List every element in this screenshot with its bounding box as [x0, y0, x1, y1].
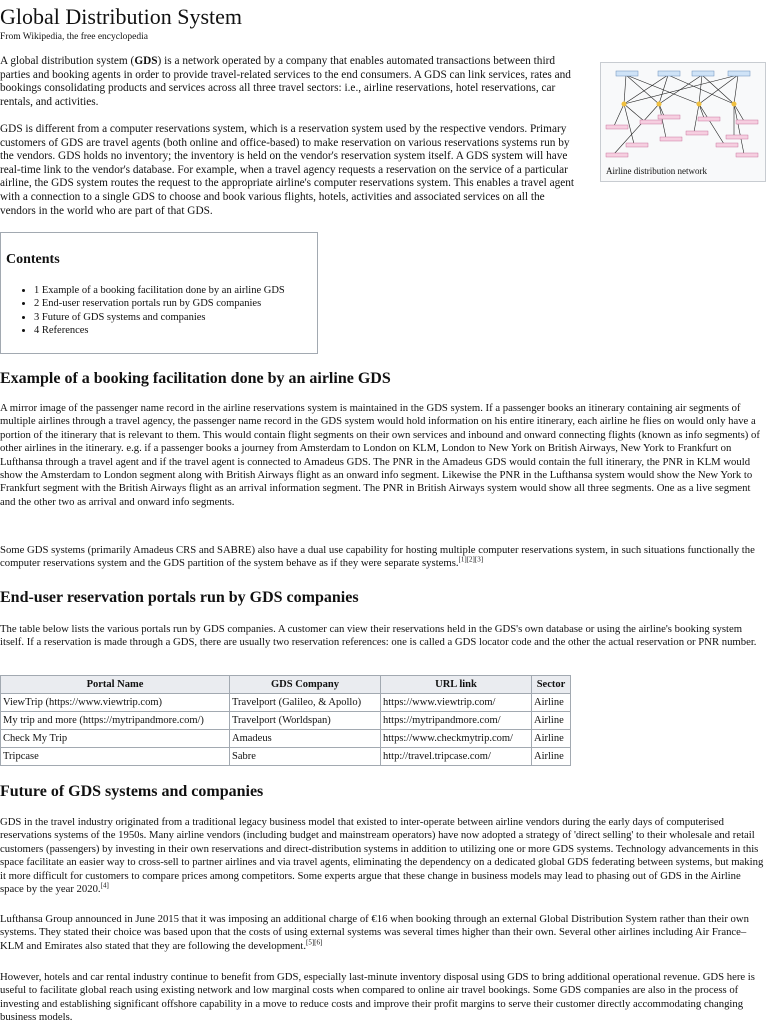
example-paragraph-2-text: Some GDS systems (primarily Amadeus CRS and SABRE) also have a dual use capability for hosting multiple computer reservations system, in such situations functionally the computer reservations system and the GDS partition of the system behave as if they were separate systems.: [0, 544, 755, 570]
table-row: [1, 694, 571, 712]
network-figure[interactable]: [600, 62, 766, 182]
portal-name-cell: Tripcase: [1, 748, 230, 766]
portal-name-cell[interactable]: ViewTrip (https://www.viewtrip.com): [1, 694, 230, 712]
citation-refs-5-6[interactable]: [5][6]: [306, 938, 323, 947]
gds-company-cell: Travelport (Worldspan): [230, 712, 381, 730]
lead-paragraph: [0, 55, 582, 109]
portals-table: [0, 675, 571, 766]
sector-cell: Airline: [532, 730, 571, 748]
col-header-sector: Sector: [532, 676, 571, 694]
toc-item-example[interactable]: • 1 Example of a booking facilitation done by an airline GDS: [34, 284, 285, 297]
table-of-contents: [0, 232, 318, 354]
lead-text-end: ) is a network operated by a company that enables automated transactions between third parties and booking agents in order to provide travel-related services to the end consumers. A GDS can link services, rates and bookings consolidating products and services across all three travel sectors: i.e., airline reservations, hotel reservations, car rentals, and activities.: [0, 55, 571, 108]
citation-ref-4[interactable]: [4]: [100, 881, 109, 890]
portal-name-cell[interactable]: My trip and more (https://mytripandmore.com/): [1, 712, 230, 730]
distribution-network-diagram: [604, 66, 762, 162]
tagline: From Wikipedia, the free encyclopedia: [0, 32, 148, 42]
url-link-cell[interactable]: https://www.viewtrip.com/: [381, 694, 532, 712]
table-row: [1, 730, 571, 748]
toc-item-future[interactable]: • 3 Future of GDS systems and companies: [34, 311, 285, 324]
future-paragraph-1-text: GDS in the travel industry originated from a traditional legacy business model that existed to inter-operate between airline vendors during the early days of computerised reservations systems of the 1950s. Many airline vendors (including budget and mainstream operators) have now adopted a strategy of 'direct selling' to their wholesale and retail customers (passengers) by investing in their own reservations and direct-distribution systems in addition to utilizing one or more GDS systems. Technology advancements in this space facilitate an easier way to cross-sell to partner airlines and via travel agents, eliminating the dependency on a dedicated global GDS federating between systems, but making it more difficult for customers to compare prices among competitors. Some experts argue that these change in business models may lead to phasing out of GDS in the Airline space by the year 2020.: [0, 816, 764, 896]
toc-item-references[interactable]: • 4 References: [34, 324, 285, 337]
col-header-portal-name: Portal Name: [1, 676, 230, 694]
sector-cell: Airline: [532, 748, 571, 766]
lead-text-start: A global distribution system (: [0, 55, 135, 67]
section-heading-example: Example of a booking facilitation done by an airline GDS: [0, 370, 391, 387]
section-heading-future: Future of GDS systems and companies: [0, 783, 264, 800]
url-link-cell[interactable]: https://mytripandmore.com/: [381, 712, 532, 730]
figure-caption: Airline distribution network: [606, 166, 707, 176]
url-link-cell[interactable]: http://travel.tripcase.com/: [381, 748, 532, 766]
gds-company-cell: Sabre: [230, 748, 381, 766]
table-header-row: [1, 676, 571, 694]
portals-paragraph: The table below lists the various portals run by GDS companies. A customer can view their reservations held in the GDS's own database or using the airline's booking system itself. If a reservation is made through a GDS, there are usually two reservation references: one is called a GDS locator code and the other the actual reservation or PNR number.: [0, 623, 757, 649]
sector-cell: Airline: [532, 712, 571, 730]
page-title: Global Distribution System: [0, 4, 242, 29]
toc-list: [20, 284, 285, 338]
toc-item-portals[interactable]: • 2 End-user reservation portals run by GDS companies: [34, 297, 285, 310]
future-paragraph-3: However, hotels and car rental industry continue to benefit from GDS, especially last-minute inventory disposal using GDS to bring additional operational revenue. GDS here is useful to facilitate global reach using existing network and low marginal costs when compared to online air travel bookings. Some GDS companies are also in the process of investing and establishing significant offshore capability in a move to reduce costs and improve their profit margins to serve their customer directly accommodating changing business models.: [0, 971, 755, 1024]
section-heading-portals: End-user reservation portals run by GDS companies: [0, 589, 359, 606]
future-paragraph-2-text: Lufthansa Group announced in June 2015 that it was imposing an additional charge of €16 when booking through an external Global Distribution System rather than their own systems. They stated their choice was based upon that the costs of using external systems was several times higher than their own. Several other airlines including Air France–KLM and Emirates also stated that they are following the development.: [0, 913, 749, 952]
table-row: [1, 712, 571, 730]
gds-company-cell: Travelport (Galileo, & Apollo): [230, 694, 381, 712]
url-link-cell[interactable]: https://www.checkmytrip.com/: [381, 730, 532, 748]
gds-company-cell: Amadeus: [230, 730, 381, 748]
col-header-url-link: URL link: [381, 676, 532, 694]
intro-paragraph-2: GDS is different from a computer reservations system, which is a reservation system used by the respective vendors. Primary customers of GDS are travel agents (both online and office-based) to make reservation on various reservations systems run by the vendors. GDS holds no inventory; the inventory is held on the vendor's reservation system itself. A GDS system will have real-time link to the vendor's database. For example, when a travel agency requests a reservation on the service of a particular airline, the GDS system routes the request to the appropriate airline's computer reservations system. This enables a travel agent with a connection to a single GDS to choose and book various flights, hotels, activities and associated services on all the vendors in the world who are part of that GDS.: [0, 123, 575, 217]
col-header-gds-company: GDS Company: [230, 676, 381, 694]
toc-title: Contents: [6, 252, 60, 267]
future-paragraph-2: [0, 913, 764, 953]
example-paragraph-1: A mirror image of the passenger name record in the airline reservations system is maintained in the GDS system. If a passenger books an itinerary containing air segments of multiple airlines through a travel agency, the passenger name record in the GDS system would hold information on his entire itinerary, each airline he flies on would only have a portion of the itinerary that is relevant to them. This would contain flight segments on their own services and inbound and onward connecting flights (known as info segments) of other airlines in the itinerary. e.g. if a passenger books a journey from Amsterdam to London on KLM, London to New York on British Airways, New York to Frankfurt on Lufthansa through a travel agent and if the travel agent is connected to Amadeus GDS. The PNR in the Amadeus GDS would contain the full itinerary, the PNR in KLM would show the Amsterdam to London segment along with British Airways flight as an onward info segment. Likewise the PNR in the Lufthansa system would show the New York to Frankfurt segment with the British Airways flight as an arrival information segment. The PNR in British Airways system would show all three segments. One as a live segment and the other two as arrival and onward info segments.: [0, 402, 760, 508]
future-paragraph-1: [0, 816, 764, 896]
example-paragraph-2: [0, 544, 764, 571]
lead-bold-term: GDS: [134, 55, 158, 67]
table-row: [1, 748, 571, 766]
portal-name-cell: Check My Trip: [1, 730, 230, 748]
citation-refs-1-3[interactable]: [1][2][3]: [458, 555, 484, 564]
sector-cell: Airline: [532, 694, 571, 712]
